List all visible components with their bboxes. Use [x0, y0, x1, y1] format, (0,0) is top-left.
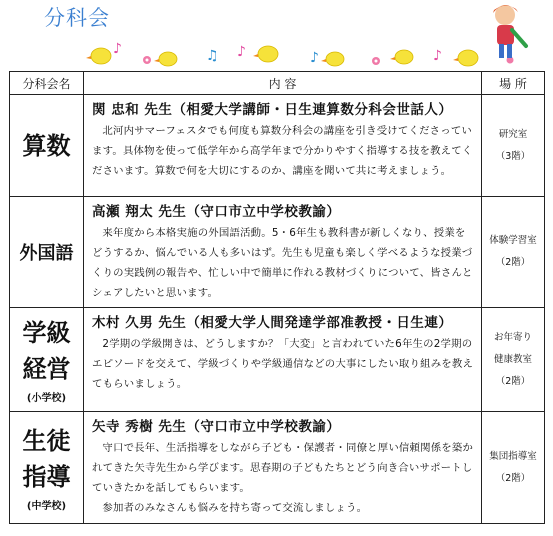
header-decoration — [0, 0, 553, 72]
place-line: 体験学習室 — [489, 235, 537, 246]
session-place — [482, 95, 545, 197]
speaker: 矢寺 秀樹 先生（守口市立中学校教諭） — [92, 419, 341, 435]
table-row — [10, 412, 545, 524]
session-name — [10, 95, 84, 197]
svg-text:♫: ♫ — [206, 48, 219, 64]
place-line: （2階） — [495, 472, 531, 484]
session-name-line: 算数 — [22, 131, 71, 160]
header-name: 分科会名 — [10, 72, 84, 95]
svg-text:♪: ♪ — [113, 41, 122, 57]
page-title: 分科会 — [44, 6, 110, 30]
session-place — [482, 197, 545, 308]
speaker: 木村 久男 先生（相愛大学人間発達学部准教授・日生連） — [92, 315, 453, 331]
session-name-line: 学級 — [22, 319, 71, 347]
svg-text:♪: ♪ — [310, 50, 319, 66]
table-row — [10, 197, 545, 308]
header-content: 内 容 — [84, 72, 482, 95]
table-row — [10, 95, 545, 197]
table-header-row — [10, 72, 545, 95]
session-name-line: 生徒 — [22, 427, 71, 455]
session-name-note: (小学校) — [26, 393, 67, 404]
session-name — [10, 308, 84, 412]
session-content — [84, 412, 482, 524]
place-line: お年寄り — [493, 331, 532, 343]
place-line: 集団指導室 — [489, 450, 537, 462]
child-illustration-icon — [493, 5, 526, 58]
description: 守口で長年、生活指導をしながら子ども・保護者・同僚と厚い信頼関係を築かれてきた矢寺先生から学びます。思春期の子どもたちとどう向き合いサポートしていきたかを話してもらいます。 — [92, 442, 474, 494]
svg-text:♪: ♪ — [433, 48, 442, 64]
description: 北河内サマーフェスタでも何度も算数分科会の講座を引き受けてくださっています。具体物を使って低学年から高学年まで分かりやすく指導する技を教えてくださいます。算数で何を大切にするのか、講座を聞いて共に考えましょう。 — [92, 125, 473, 177]
place-line: 研究室 — [498, 128, 528, 140]
svg-text:♪: ♪ — [237, 44, 246, 60]
description: 2学期の学級開きは、どうしますか？「大変」と言われていた6年生の2学期のエピソードを交えて、学級づくりや学級通信などの大事にしたい取り組みを教えてもらいましょう。 — [92, 338, 474, 390]
sessions-table — [9, 71, 545, 524]
session-name-line: 指導 — [22, 463, 71, 491]
speaker: 高瀬 翔太 先生（守口市立中学校教諭） — [92, 204, 341, 220]
session-name — [10, 412, 84, 524]
session-name-line: 経営 — [22, 355, 71, 383]
session-place — [482, 412, 545, 524]
description-extra: 参加者のみなさんも悩みを持ち寄って交流しましょう。 — [102, 502, 368, 514]
place-line: 健康教室 — [493, 353, 532, 365]
session-name — [10, 197, 84, 308]
table-row — [10, 308, 545, 412]
place-line: （3階） — [495, 150, 531, 162]
session-name-note: (中学校) — [26, 501, 67, 512]
session-place — [482, 308, 545, 412]
session-content — [84, 308, 482, 412]
place-line: （2階） — [495, 257, 531, 268]
description: 来年度から本格実施の外国語活動。5・6年生も教科書が新しくなり、授業をどうするか、悩んでいる人も多いはず。先生も児童も楽しく学べるような授業づくりの実践例の報告や、忙しい中で簡単に作れる教材づくりについて、皆さんとシェアしたいと思います。 — [92, 227, 473, 299]
place-line: （2階） — [495, 375, 531, 387]
speaker: 関 忠和 先生（相愛大学講師・日生連算数分科会世話人） — [92, 102, 453, 118]
session-content — [84, 95, 482, 197]
session-content — [84, 197, 482, 308]
header-place: 場 所 — [482, 72, 545, 95]
session-name-line: 外国語 — [19, 243, 74, 264]
